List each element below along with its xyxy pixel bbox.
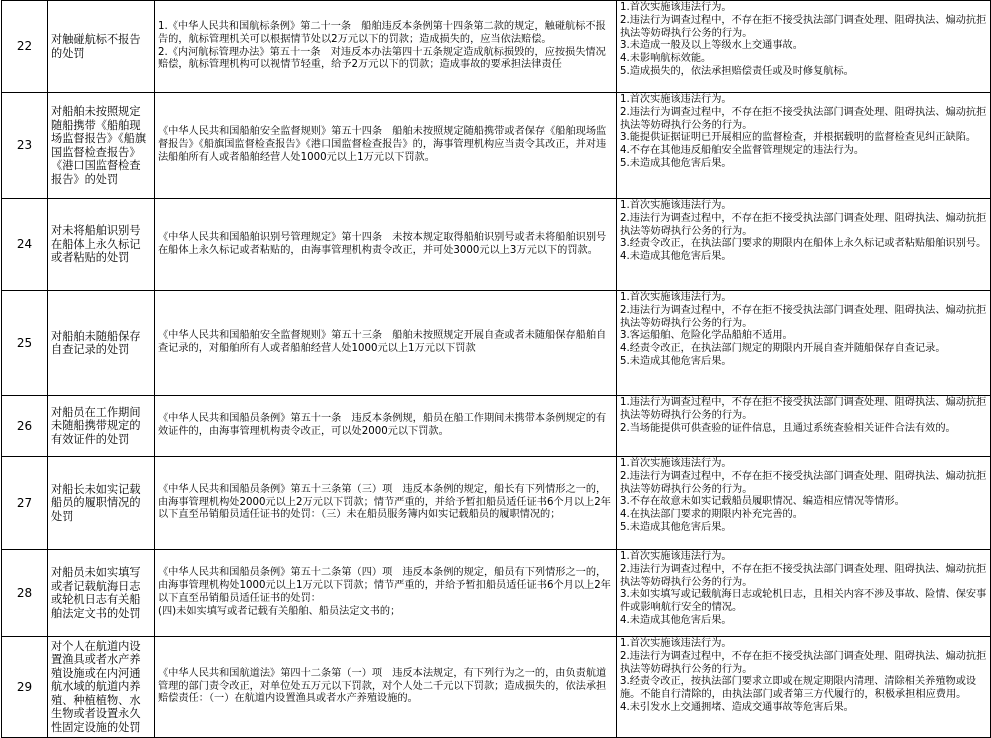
exemption-conditions: [617, 93, 991, 199]
legal-basis-paragraph: 《中华人民共和国船舶安全监督规则》第五十三条 船舶未按照规定开展自查或者未随船保存船舶自查记录的，对船舶所有人或者船舶经营人处1000元以上1万元以下罚款: [158, 330, 607, 354]
condition-item: 2.违法行为调查过程中，不存在拒不接受执法部门调查处理、阻碍执法、煽动抗拒执法等妨碍执行公务的行为。: [620, 650, 987, 675]
row-number: 29: [2, 637, 48, 738]
condition-item: 2.违法行为调查过程中，不存在拒不接受执法部门调查处理、阻碍执法、煽动抗拒执法等妨碍执行公务的行为。: [620, 212, 987, 237]
violation-name: 对未将船舶识别号在船体上永久标记或者粘贴的处罚: [48, 199, 155, 291]
violation-name: 对个人在航道内设置渔具或者水产养殖设施或在内河通航水域的航道内养殖、种植植物、水生物或者设置永久性固定设施的处罚: [48, 637, 155, 738]
legal-basis-paragraph: 《中华人民共和国船员条例》第五十二条第（四）项 违反本条例的规定，船员有下列情形之一的，由海事管理机构处1000元以上1万元以下罚款；情节严重的，并给予暂扣船员适任证书6个月以上2年以下直至吊销船员适任证书的处罚：: [158, 567, 611, 604]
condition-item: 1.首次实施该违法行为。: [620, 94, 732, 105]
exemption-conditions: [617, 291, 991, 396]
table-row: [2, 396, 991, 457]
condition-item: 5.造成损失的，依法承担赔偿责任或及时修复航标。: [620, 65, 854, 77]
exemption-conditions: [617, 396, 991, 457]
exemption-conditions: [617, 550, 991, 637]
condition-item: 3.未如实填写或记载航海日志或轮机日志，且相关内容不涉及事故、险情、保安事件或影响航行安全的情况。: [620, 589, 987, 614]
table-row: [2, 291, 991, 396]
legal-basis-paragraph: 2.《内河航标管理办法》第五十一条 对违反本办法第四十五条规定造成航标损毁的，应按损失情况赔偿，航标管理机构可以视情节轻重，给予2万元以下的罚款；造成事故的要承担法律责任: [158, 46, 606, 71]
exemption-conditions: [617, 1, 991, 93]
table-row: [2, 637, 991, 738]
violation-name: 对船员在工作期间未随船携带规定的有效证件的处罚: [48, 396, 155, 457]
row-number: 24: [2, 199, 48, 291]
condition-item: 1.首次实施该违法行为。: [620, 638, 732, 649]
condition-item: 4.未引发水上交通拥堵、造成交通事故等危害后果。: [620, 701, 854, 713]
row-number: 22: [2, 1, 48, 93]
legal-basis-paragraph: (四)未如实填写或者记载有关船舶、船员法定文书的；: [158, 605, 401, 617]
condition-item: 3.经责令改正，按执法部门要求立即或在规定期限内清理、清除相关养殖物或设施。不能自行清除的，由执法部门或者第三方代履行的，积极承担相应费用。: [620, 676, 977, 701]
condition-item: 4.未造成其他危害后果。: [620, 614, 732, 626]
exemption-conditions: [617, 199, 991, 291]
condition-item: 1.首次实施该违法行为。: [620, 200, 732, 211]
condition-item: 4.未影响航标效能。: [620, 53, 712, 65]
table-row: [2, 1, 991, 93]
violation-name: 对船舶未按照规定随船携带《船舶现场监督报告》《船旗国监督检查报告》《港口国监督检查报告》的处罚: [48, 93, 155, 199]
legal-basis: [155, 93, 617, 199]
condition-item: 5.未造成其他危害后果。: [620, 355, 732, 367]
exemption-conditions: [617, 457, 991, 550]
condition-item: 2.违法行为调查过程中，不存在拒不接受执法部门调查处理、阻碍执法、煽动抗拒执法等妨碍执行公务的行为。: [620, 563, 987, 588]
legal-basis-paragraph: 《中华人民共和国船员条例》第五十三条第（三）项 违反本条例的规定，船长有下列情形之一的，由海事管理机构处2000元以上2万元以下罚款；情节严重的，并给予暂扣船员适任证书6个月以上2年以下直至吊销船员适任证书的处罚：（三）未在船员服务簿内如实记载船员的履职情况的；: [158, 483, 611, 521]
row-number: 25: [2, 291, 48, 396]
legal-basis-paragraph: 《中华人民共和国船舶识别号管理规定》第十四条 未按本规定取得船舶识别号或者未将船舶识别号在船体上永久标记或者粘贴的，由海事管理机构责令改正，并可处3000元以上3万元以下的罚款。: [158, 231, 607, 256]
violation-name: 对船员未如实填写或者记载航海日志或轮机日志有关船舶法定文书的处罚: [48, 550, 155, 637]
legal-basis: [155, 199, 617, 291]
legal-basis: [155, 396, 617, 457]
legal-basis-paragraph: 《中华人民共和国航道法》第四十二条第（一）项 违反本法规定，有下列行为之一的，由负责航道管理的部门责令改正，对单位处五万元以下罚款，对个人处二千元以下罚款；造成损失的，依法承担赔偿责任：（一）在航道内设置渔具或者水产养殖设施的。: [158, 667, 607, 705]
condition-item: 3.未造成一般及以上等级水上交通事故。: [620, 40, 803, 52]
penalty-table: [1, 0, 991, 738]
legal-basis-paragraph: 《中华人民共和国船员条例》第五十一条 违反本条例规，船员在船工作期间未携带本条例规定的有效证件的，由海事管理机构责令改正，可以处2000元以下罚款。: [158, 413, 607, 437]
condition-item: 1.违法行为调查过程中，不存在拒不接受执法部门调查处理、阻碍执法、煽动抗拒执法等妨碍执行公务的行为。: [620, 397, 987, 421]
condition-item: 3.不存在故意未如实记载船员履职情况、编造相应情况等情形。: [620, 496, 905, 508]
condition-item: 3.经责令改正，在执法部门要求的期限内在船体上永久标记或者粘贴船舶识别号。: [620, 238, 987, 250]
condition-item: 3.客运船舶、危险化学品船舶不适用。: [620, 330, 793, 342]
condition-item: 1.首次实施该违法行为。: [620, 2, 732, 13]
row-number: 28: [2, 550, 48, 637]
condition-item: 2.违法行为调查过程中，不存在拒不接受执法部门调查处理、阻碍执法、煽动抗拒执法等妨碍执行公务的行为。: [620, 470, 987, 495]
legal-basis: [155, 457, 617, 550]
condition-item: 2.当场能提供可供查验的证件信息，且通过系统查验相关证件合法有效的。: [620, 422, 956, 434]
violation-name: 对触碰航标不报告的处罚: [48, 1, 155, 93]
condition-item: 5.未造成其他危害后果。: [620, 521, 732, 533]
condition-item: 2.违法行为调查过程中，不存在拒不接受执法部门调查处理、阻碍执法、煽动抗拒执法等妨碍执行公务的行为。: [620, 304, 987, 329]
row-number: 27: [2, 457, 48, 550]
condition-item: 4.经责令改正，在执法部门规定的期限内开展自查并随船保存自查记录。: [620, 343, 946, 355]
table-row: [2, 550, 991, 637]
legal-basis: [155, 1, 617, 93]
violation-name: 对船长未如实记载船员的履职情况的处罚: [48, 457, 155, 550]
condition-item: 5.未造成其他危害后果。: [620, 157, 732, 169]
exemption-conditions: [617, 637, 991, 738]
table-row: [2, 199, 991, 291]
row-number: 23: [2, 93, 48, 199]
legal-basis-paragraph: 《中华人民共和国船舶安全监督规则》第五十四条 船舶未按照规定随船携带或者保存《船舶现场监督报告》《船旗国监督检查报告》《港口国监督检查报告》的，海事管理机构应当责令其改正，并对违法船舶所有人或者船舶经营人处1000元以上1万元以下罚款。: [158, 126, 607, 163]
legal-basis: [155, 550, 617, 637]
legal-basis: [155, 637, 617, 738]
condition-item: 1.首次实施该违法行为。: [620, 292, 732, 303]
legal-basis-paragraph: 1.《中华人民共和国航标条例》第二十一条 船舶违反本条例第十四条第二款的规定，触碰航标不报告的，航标管理机关可以根据情节处以2万元以下的罚款；造成损失的，应当依法赔偿。: [158, 20, 606, 45]
condition-item: 4.不存在其他违反船舶安全监督管理规定的违法行为。: [620, 145, 865, 157]
violation-name: 对船舶未随船保存自查记录的处罚: [48, 291, 155, 396]
table-row: [2, 457, 991, 550]
condition-item: 3.能提供证据证明已开展相应的监督检查，并根据载明的监督检查见纠正缺陷。: [620, 132, 977, 144]
condition-item: 2.违法行为调查过程中，不存在拒不接受执法部门调查处理、阻碍执法、煽动抗拒执法等妨碍执行公务的行为。: [620, 14, 987, 39]
table-row: [2, 93, 991, 199]
condition-item: 4.在执法部门要求的期限内补充完善的。: [620, 509, 803, 521]
row-number: 26: [2, 396, 48, 457]
condition-item: 4.未造成其他危害后果。: [620, 251, 732, 263]
condition-item: 2.违法行为调查过程中，不存在拒不接受执法部门调查处理、阻碍执法、煽动抗拒执法等妨碍执行公务的行为。: [620, 106, 987, 131]
condition-item: 1.首次实施该违法行为。: [620, 551, 732, 562]
legal-basis: [155, 291, 617, 396]
condition-item: 1.首次实施该违法行为。: [620, 458, 732, 469]
